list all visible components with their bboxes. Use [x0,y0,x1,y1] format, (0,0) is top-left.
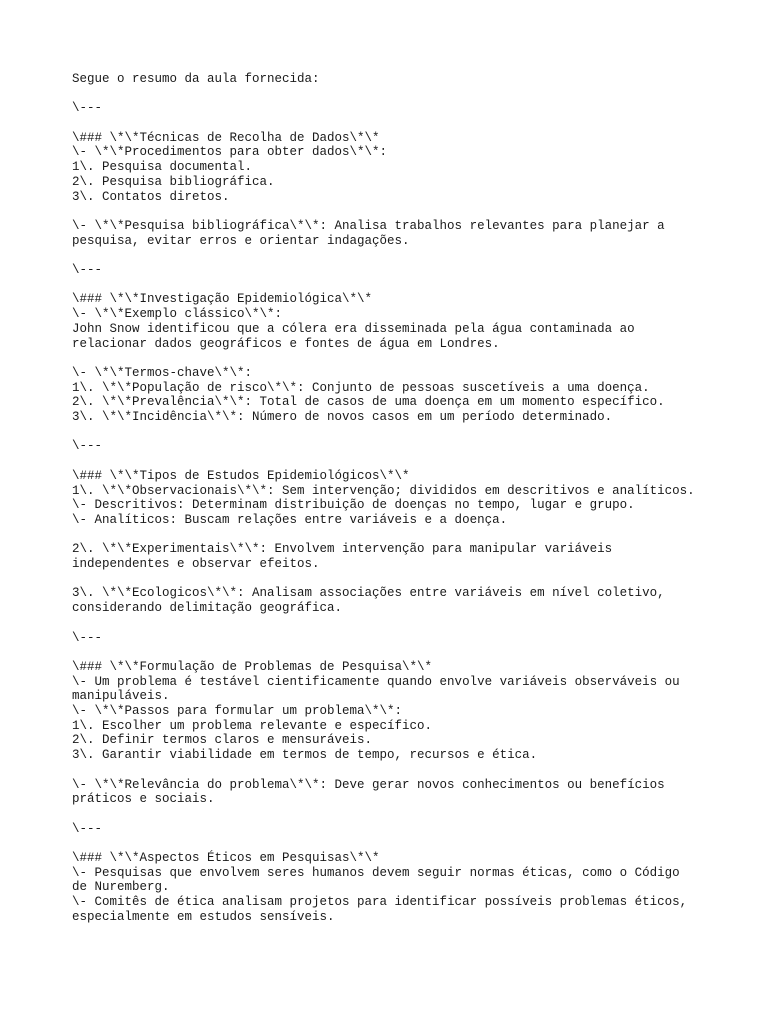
text-line: 1\. Escolher um problema relevante e específico. [72,718,433,733]
text-line: \- Pesquisas que envolvem seres humanos devem seguir normas éticas, como o Código [72,865,680,880]
text-line: \- \*\*Procedimentos para obter dados\*\*: [72,145,388,160]
text-line: \- \*\*Exemplo clássico\*\*: [72,307,283,322]
section-divider [72,263,712,278]
text-line: 2\. Definir termos claros e mensuráveis. [72,733,373,748]
text-line: 2\. \*\*Prevalência\*\*: Total de casos de uma doença em um momento específico. [72,395,665,410]
text-line: 1\. \*\*População de risco\*\*: Conjunto de pessoas suscetíveis a uma doença. [72,380,650,395]
text-line: \- Comitês de ética analisam projetos para identificar possíveis problemas éticos, [72,895,688,910]
document-body [72,72,712,939]
text-paragraph [72,131,712,205]
text-line: especialmente em estudos sensíveis. [72,909,335,924]
text-line: John Snow identificou que a cólera era disseminada pela água contaminada ao [72,321,635,336]
section-divider [72,439,712,454]
text-line: \### \*\*Tipos de Estudos Epidemiológicos\*\* [72,468,410,483]
text-line: Segue o resumo da aula fornecida: [72,72,320,86]
section-divider [72,631,712,646]
text-paragraph [72,778,712,807]
text-line: \### \*\*Formulação de Problemas de Pesquisa\*\* [72,659,433,674]
text-line: relacionar dados geográficos e fontes de água em Londres. [72,336,500,351]
text-line: \- \*\*Passos para formular um problema\*\*: [72,704,403,719]
text-line: \- \*\*Relevância do problema\*\*: Deve gerar novos conhecimentos ou benefícios [72,777,665,792]
section-divider [72,101,712,116]
text-line: práticos e sociais. [72,792,215,807]
text-line: independentes e observar efeitos. [72,557,320,572]
text-line: de Nuremberg. [72,880,170,895]
text-paragraph [72,660,712,763]
text-line: 3\. \*\*Ecologicos\*\*: Analisam associações entre variáveis em nível coletivo, [72,586,665,601]
text-line: \- Analíticos: Buscam relações entre variáveis e a doença. [72,512,508,527]
text-line: 3\. Garantir viabilidade em termos de tempo, recursos e ética. [72,748,538,763]
text-line: \### \*\*Técnicas de Recolha de Dados\*\* [72,130,380,145]
divider-text: \--- [72,101,103,116]
text-line: pesquisa, evitar erros e orientar indagações. [72,233,410,248]
text-line: \### \*\*Aspectos Éticos em Pesquisas\*\* [72,851,380,866]
text-line: manipuláveis. [72,689,170,704]
divider-text: \--- [72,821,103,836]
text-line: 1\. Pesquisa documental. [72,160,253,175]
text-line: 3\. Contatos diretos. [72,189,230,204]
section-divider [72,822,712,837]
text-line: \- Descritivos: Determinam distribuição de doenças no tempo, lugar e grupo. [72,498,635,513]
text-line: considerando delimitação geográfica. [72,601,343,616]
text-line: 1\. \*\*Observacionais\*\*: Sem intervenção; divididos em descritivos e analíticos. [72,483,695,498]
text-paragraph [72,586,712,615]
text-line: \- Um problema é testável cientificamente quando envolve variáveis observáveis ou [72,674,680,689]
text-paragraph [72,851,712,925]
text-line: \- \*\*Pesquisa bibliográfica\*\*: Analisa trabalhos relevantes para planejar a [72,218,665,233]
text-paragraph [72,72,712,87]
text-paragraph [72,469,712,528]
text-line: \### \*\*Investigação Epidemiológica\*\* [72,292,373,307]
text-line: 2\. Pesquisa bibliográfica. [72,174,275,189]
text-paragraph [72,366,712,425]
text-paragraph [72,542,712,571]
text-paragraph [72,292,712,351]
divider-text: \--- [72,263,103,278]
divider-text: \--- [72,439,103,454]
text-line: \- \*\*Termos-chave\*\*: [72,365,253,380]
text-line: 3\. \*\*Incidência\*\*: Número de novos casos em um período determinado. [72,410,613,425]
text-paragraph [72,219,712,248]
text-line: 2\. \*\*Experimentais\*\*: Envolvem intervenção para manipular variáveis [72,542,613,557]
divider-text: \--- [72,630,103,645]
